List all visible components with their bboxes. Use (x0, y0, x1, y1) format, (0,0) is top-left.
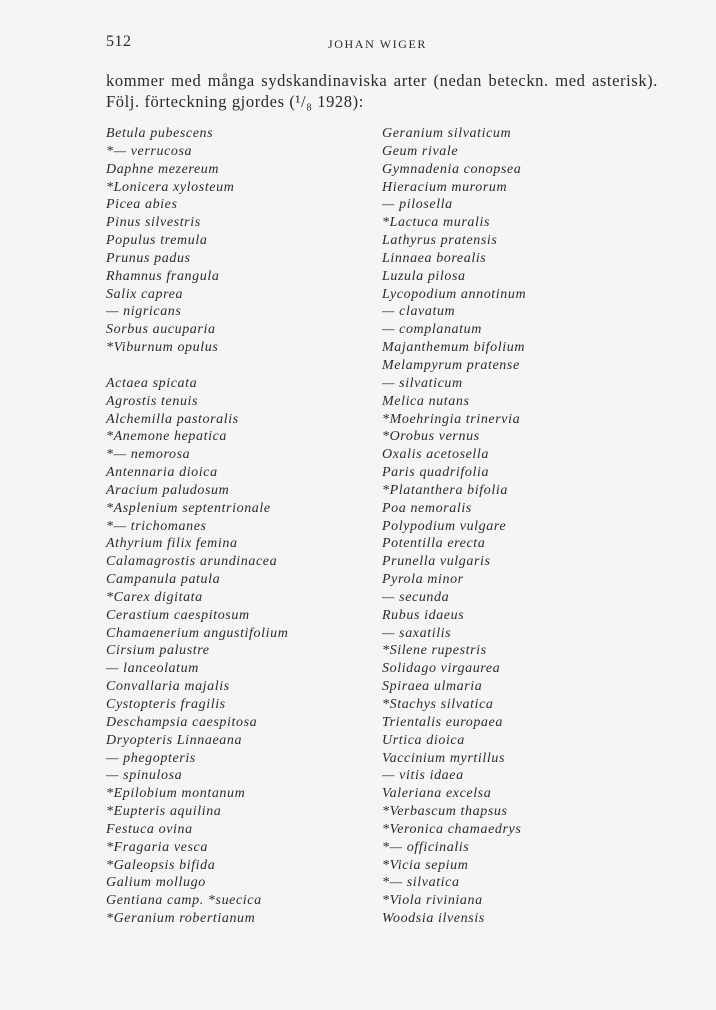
species-entry: Convallaria majalis (106, 679, 230, 695)
species-entry: — complanatum (382, 322, 482, 338)
species-entry: — pilosella (382, 197, 453, 213)
species-entry: Urtica dioica (382, 732, 465, 748)
running-head: JOHAN WIGER (328, 37, 428, 51)
species-entry: *Anemone hepatica (106, 429, 227, 445)
species-entry: *Eupteris aquilina (106, 804, 222, 820)
species-entry: Potentilla erecta (382, 536, 486, 552)
species-entry: — vitis idaea (382, 768, 464, 784)
species-entry: *— silvatica (382, 875, 460, 891)
species-entry: Agrostis tenuis (106, 393, 199, 409)
species-entry: *Carex digitata (106, 589, 203, 605)
species-entry: — secunda (382, 589, 450, 605)
species-entry: *Epilobium montanum (106, 786, 246, 802)
species-entry: Vaccinium myrtillus (382, 750, 505, 766)
species-entry: Calamagrostis arundinacea (106, 554, 278, 570)
species-entry: *Viola riviniana (382, 893, 483, 909)
species-entry: *Asplenium septentrionale (106, 500, 271, 516)
species-entry: — phegopteris (106, 750, 196, 766)
species-entry: Prunus padus (106, 250, 191, 266)
species-entry: Pyrola minor (382, 572, 464, 588)
species-entry: Trientalis europaea (382, 714, 503, 730)
species-entry: Melica nutans (382, 393, 470, 409)
species-entry: Hieracium murorum (382, 179, 508, 195)
species-entry: Melampyrum pratense (382, 357, 520, 373)
species-entry: Valeriana excelsa (382, 786, 492, 802)
species-entry: *Viburnum opulus (106, 340, 219, 356)
species-entry: Rhamnus frangula (106, 268, 220, 284)
species-entry: *Fragaria vesca (106, 839, 208, 855)
species-entry: Cystopteris fragilis (106, 697, 226, 712)
group-spacer (106, 357, 288, 375)
species-entry: — nigricans (106, 304, 182, 320)
species-entry: Cerastium caespitosum (106, 607, 250, 623)
species-entry: Picea abies (106, 197, 178, 213)
species-entry: *Moehringia trinervia (382, 411, 521, 427)
species-entry: Rubus idaeus (382, 607, 465, 623)
species-entry: *Verbascum thapsus (382, 804, 508, 820)
species-entry: Prunella vulgaris (382, 554, 491, 570)
species-entry: *Vicia sepium (382, 857, 469, 873)
species-entry: Dryopteris Linnaeana (106, 732, 243, 748)
species-entry: *— trichomanes (106, 518, 207, 534)
species-entry: *Lactuca muralis (382, 215, 490, 231)
species-entry: Deschampsia caespitosa (106, 714, 258, 730)
species-entry: Woodsia ilvensis (382, 911, 485, 927)
species-entry: Gymnadenia conopsea (382, 161, 522, 177)
species-entry: Chamaenerium angustifolium (106, 625, 289, 641)
species-entry: Solidago virgaurea (382, 661, 501, 677)
species-entry: Polypodium vulgare (382, 518, 507, 534)
species-entry: Actaea spicata (106, 375, 198, 391)
species-entry: *— officinalis (382, 839, 470, 855)
species-entry: *Geranium robertianum (106, 911, 256, 927)
species-entry: Paris quadrifolia (382, 465, 490, 481)
species-entry: Antennaria dioica (106, 465, 218, 481)
species-entry: *Silene rupestris (382, 643, 487, 659)
species-entry: — lanceolatum (106, 661, 199, 677)
species-entry: Luzula pilosa (382, 268, 466, 284)
species-entry: Spiraea ulmaria (382, 679, 483, 695)
species-list-left (106, 125, 288, 928)
species-entry: Campanula patula (106, 572, 221, 588)
species-entry: Poa nemoralis (382, 500, 472, 516)
species-entry: Athyrium filix femina (106, 536, 238, 552)
species-entry: Aracium paludosum (106, 482, 230, 498)
species-entry: Daphne mezereum (106, 161, 220, 177)
species-entry: — saxatilis (382, 625, 452, 641)
species-entry: *Stachys silvatica (382, 697, 494, 712)
species-entry: *Orobus vernus (382, 429, 480, 445)
species-entry: Oxalis acetosella (382, 447, 490, 463)
species-entry: Betula pubescens (106, 126, 214, 141)
species-entry: Majanthemum bifolium (382, 340, 526, 356)
species-entry: *Veronica chamaedrys (382, 821, 522, 837)
intro-paragraph: kommer med många sydskandinaviska arter (nedan beteckn. med asterisk). Följ. förteckning gjordes (¹/₈ 1928): (106, 71, 658, 111)
species-entry: Lathyrus pratensis (382, 233, 498, 249)
species-entry: *— verrucosa (106, 143, 193, 159)
species-entry: Linnaea borealis (382, 250, 487, 266)
species-entry: *Platanthera bifolia (382, 482, 508, 498)
species-entry: Lycopodium annotinum (382, 286, 527, 302)
species-entry: Pinus silvestris (106, 215, 201, 231)
species-entry: Sorbus aucuparia (106, 322, 216, 338)
species-entry: — clavatum (382, 304, 456, 320)
species-entry: Salix caprea (106, 286, 184, 302)
species-entry: Populus tremula (106, 233, 208, 249)
species-entry: Alchemilla pastoralis (106, 411, 239, 427)
species-entry: Gentiana camp. *suecica (106, 893, 262, 909)
species-entry: *Galeopsis bifida (106, 857, 216, 873)
species-entry: *— nemorosa (106, 447, 191, 463)
species-entry: Galium mollugo (106, 875, 206, 891)
species-list-right (382, 125, 526, 928)
species-entry: *Lonicera xylosteum (106, 179, 235, 195)
species-entry: Cirsium palustre (106, 643, 210, 659)
species-entry: — spinulosa (106, 768, 183, 784)
species-entry: Festuca ovina (106, 821, 193, 837)
species-entry: Geum rivale (382, 143, 459, 159)
species-entry: Geranium silvaticum (382, 126, 512, 141)
species-entry: — silvaticum (382, 375, 463, 391)
page-number: 512 (106, 33, 132, 50)
